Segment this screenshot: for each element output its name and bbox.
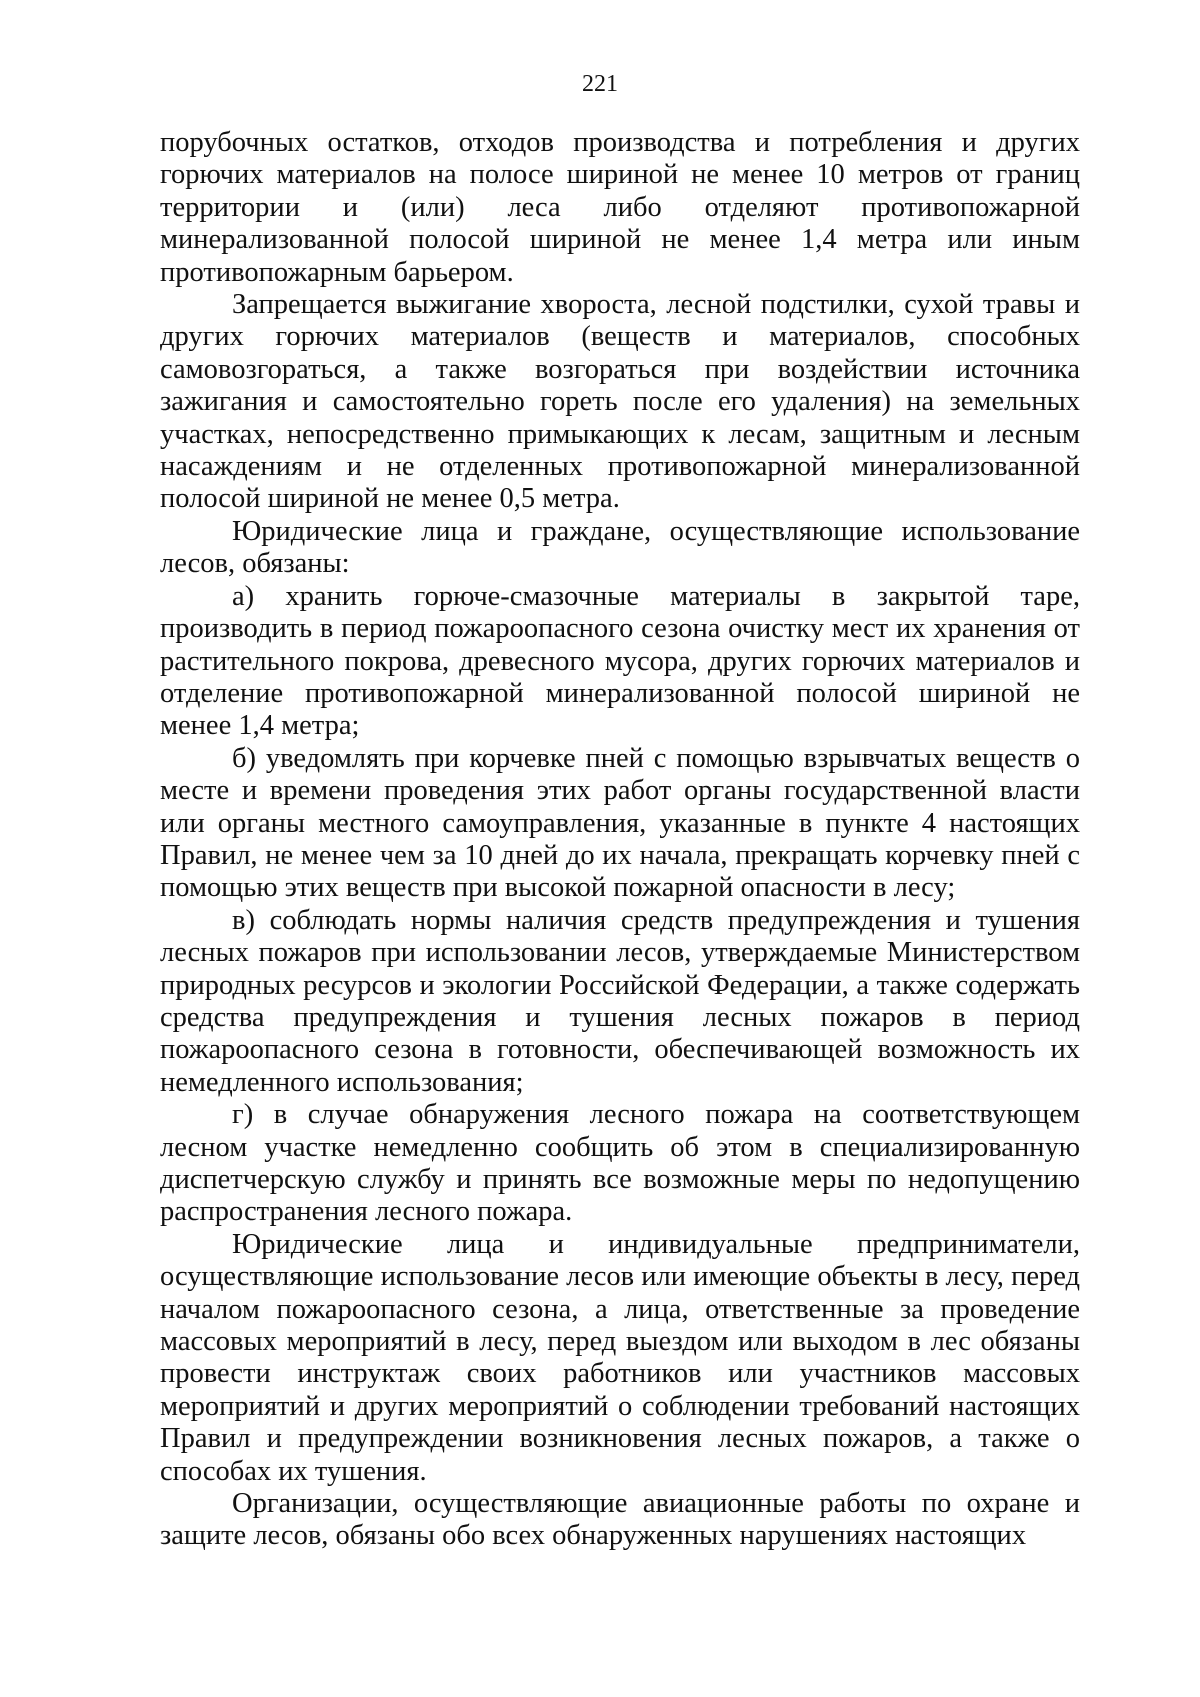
page-number: 221 — [582, 71, 618, 97]
list-item-b: б) уведомлять при корчевке пней с помощью взрывчатых веществ о месте и времени проведения этих работ органы государственной власти или органы местного самоуправления, указанные в пункте 4 настоящих Правил, не менее чем за 10 дней до их начала, прекращать корчевку пней с помощью этих веществ при высокой пожарной опасности в лесу; — [160, 742, 1080, 904]
paragraph-continuation: порубочных остатков, отходов производства и потребления и других горючих материалов на полосе шириной не менее 10 метров от границ территории и (или) леса либо отделяют противопожарной минерализованной полосой шириной не менее 1,4 метра или иным противопожарным барьером. — [160, 127, 1080, 288]
document-body — [160, 127, 1080, 1553]
list-item-a: а) хранить горюче-смазочные материалы в закрытой таре, производить в период пожароопасного сезона очистку мест их хранения от растительного покрова, древесного мусора, других горючих материалов и отделение противопожарной минерализованной полосой шириной не менее 1,4 метра; — [160, 580, 1080, 742]
list-item-g: г) в случае обнаружения лесного пожара на соответствующем лесном участке немедленно сообщить об этом в специализированную диспетчерскую службу и принять все возможные меры по недопущению распространения лесного пожара. — [160, 1099, 1080, 1228]
paragraph-burning-prohibition: Запрещается выжигание хвороста, лесной подстилки, сухой травы и других горючих материалов (веществ и материалов, способных самовозгораться, а также возгораться при воздействии источника зажигания и самостоятельно гореть после его удаления) на земельных участках, непосредственно примыкающих к лесам, защитным и лесным насаждениям и не отделенных противопожарной минерализованной полосой шириной не менее 0,5 метра. — [160, 289, 1080, 515]
paragraph-aviation: Организации, осуществляющие авиационные работы по охране и защите лесов, обязаны обо всех обнаруженных нарушениях настоящих — [160, 1488, 1080, 1552]
paragraph-obligations-intro: Юридические лица и граждане, осуществляющие использование лесов, обязаны: — [160, 515, 1080, 580]
list-item-v: в) соблюдать нормы наличия средств предупреждения и тушения лесных пожаров при использовании лесов, утверждаемые Министерством природных ресурсов и экологии Российской Федерации, а также содержать средства предупреждения и тушения лесных пожаров в период пожароопасного сезона в готовности, обеспечивающей возможность их немедленного использования; — [160, 904, 1080, 1098]
paragraph-briefing: Юридические лица и индивидуальные предприниматели, осуществляющие использование лесов или имеющие объекты в лесу, перед началом пожароопасного сезона, а лица, ответственные за проведение массовых мероприятий в лесу, перед выездом или выходом в лес обязаны провести инструктаж своих работников или участников массовых мероприятий и других мероприятий о соблюдении требований настоящих Правил и предупреждении возникновения лесных пожаров, а также о способах их тушения. — [160, 1228, 1080, 1487]
